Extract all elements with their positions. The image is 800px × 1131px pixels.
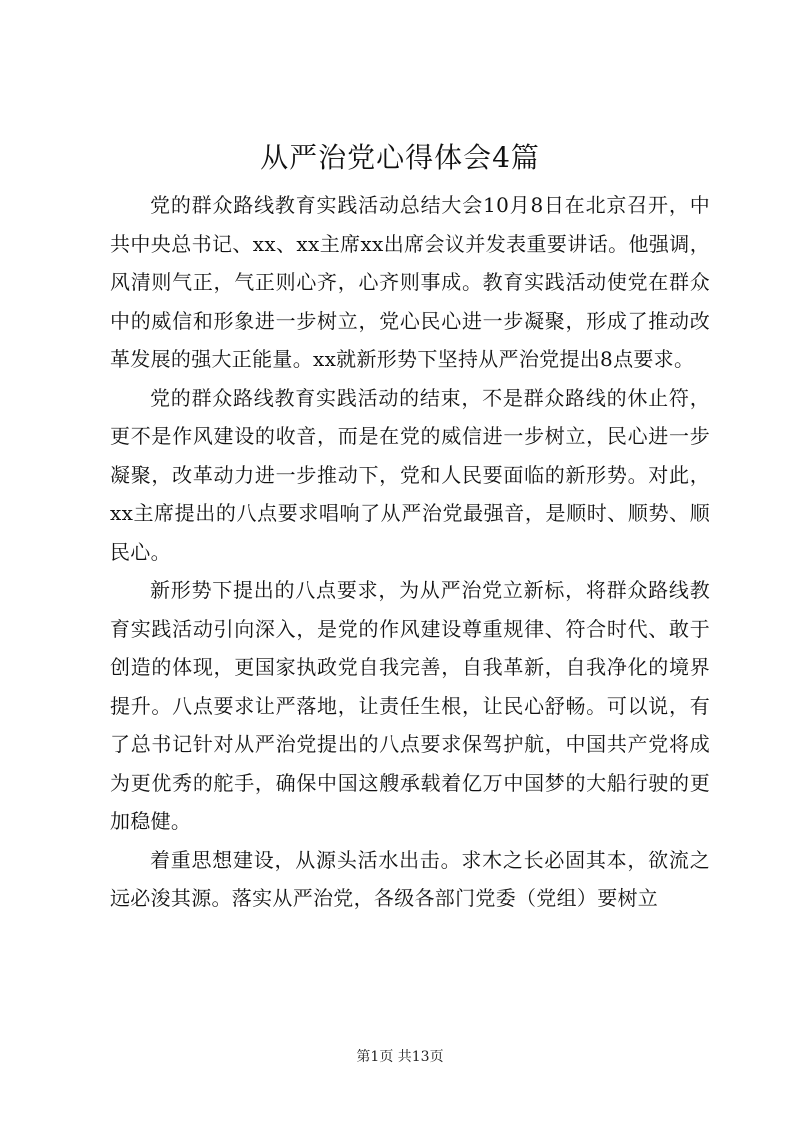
- page-footer: 第1页 共13页: [356, 1049, 444, 1065]
- paragraph: 新形势下提出的八点要求，为从严治党立新标，将群众路线教育实践活动引向深入，是党的作风建设尊重规律、符合时代、敢于创造的体现，更国家执政党自我完善，自我革新，自我净化的境界提升。八点要求让严落地，让责任生根，让民心舒畅。可以说，有了总书记针对从严治党提出的八点要求保驾护航，中国共产党将成为更优秀的舵手，确保中国这艘承载着亿万中国梦的大船行驶的更加稳健。: [110, 578, 710, 833]
- paragraph: 党的群众路线教育实践活动总结大会10月8日在北京召开，中共中央总书记、xx、xx主席xx出席会议并发表重要讲话。他强调，风清则气正，气正则心齐，心齐则事成。教育实践活动使党在群众中的威信和形象进一步树立，党心民心进一步凝聚，形成了推动改革发展的强大正能量。xx就新形势下坚持从严治党提出8点要求。: [110, 193, 710, 371]
- paragraph: 着重思想建设，从源头活水出击。求木之长必固其本，欲流之远必浚其源。落实从严治党，各级各部门党委（党组）要树立: [110, 847, 710, 910]
- document-body: [110, 186, 710, 918]
- document-title: 从严治党心得体会4篇: [260, 141, 540, 174]
- paragraph: 党的群众路线教育实践活动的结束，不是群众路线的休止符，更不是作风建设的收音，而是在党的威信进一步树立，民心进一步凝聚，改革动力进一步推动下，党和人民要面临的新形势。对此，xx主席提出的八点要求唱响了从严治党最强音，是顺时、顺势、顺民心。: [110, 385, 710, 564]
